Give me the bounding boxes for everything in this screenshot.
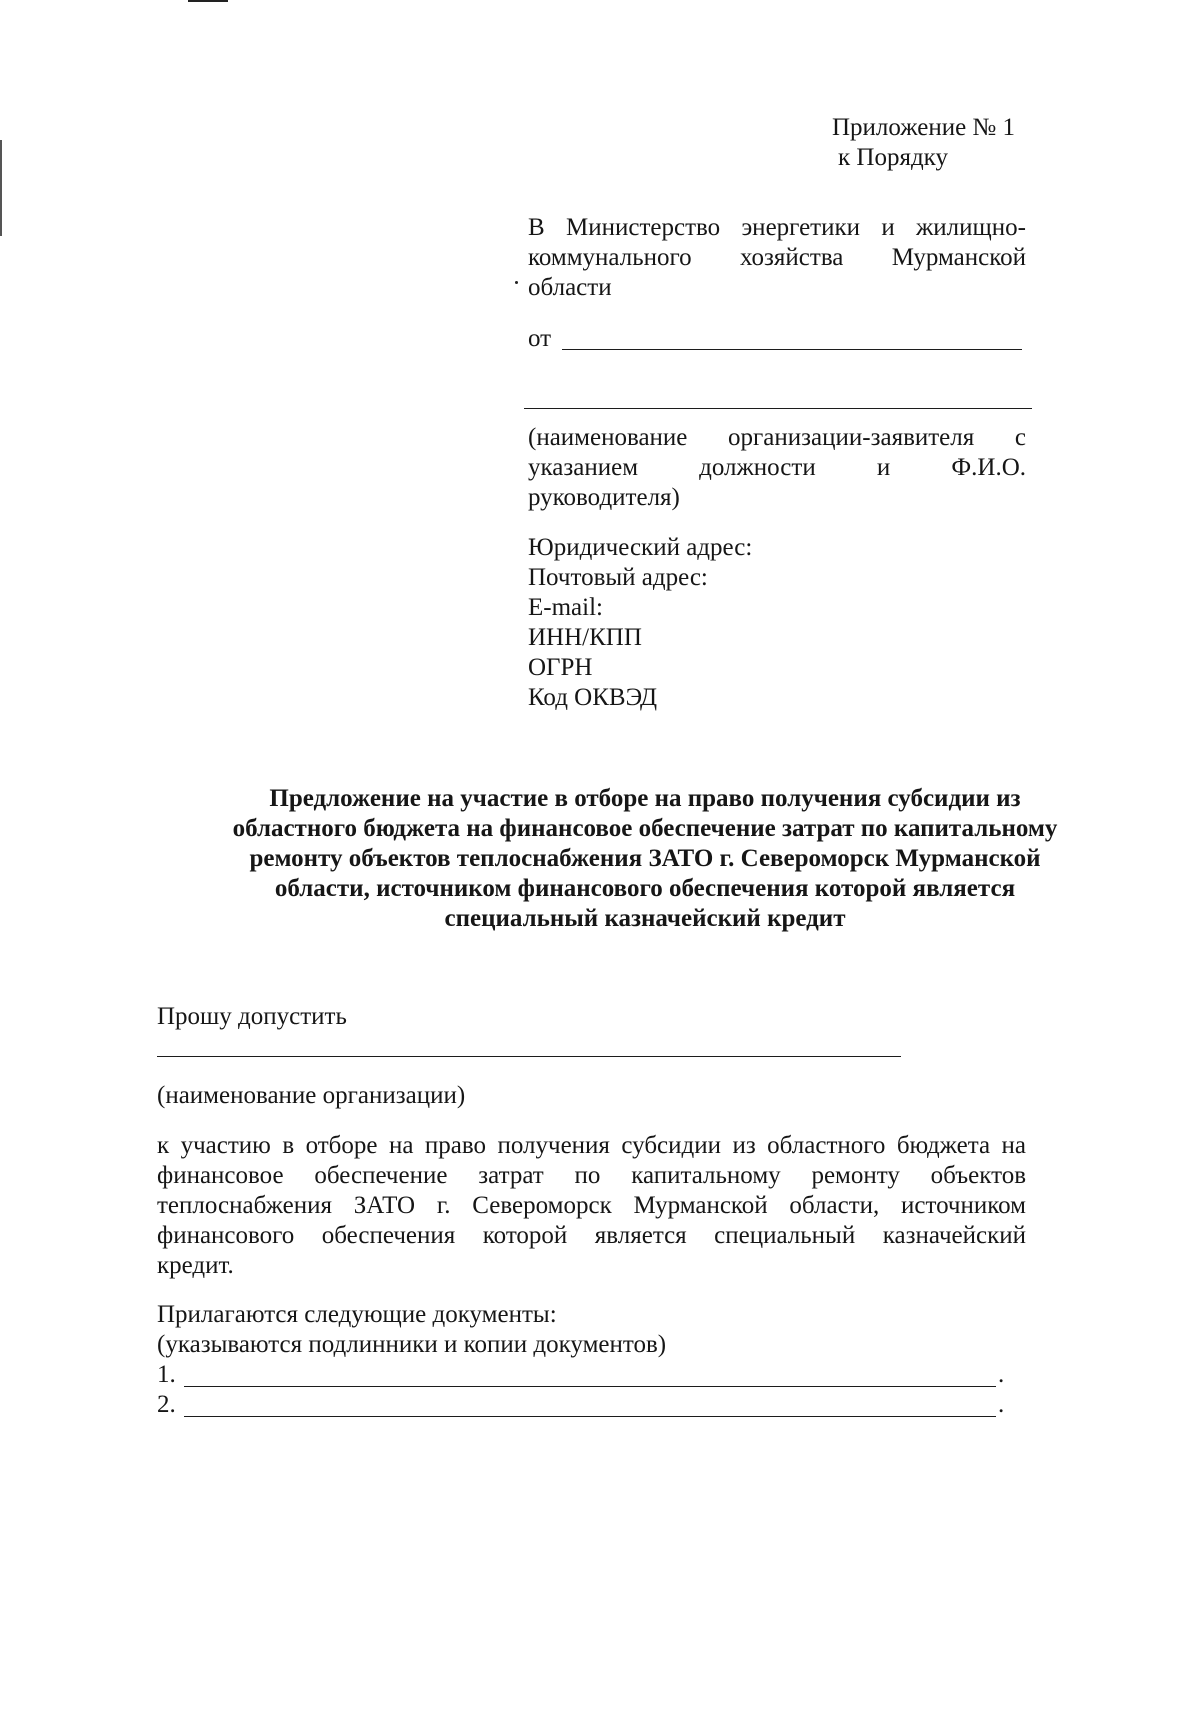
paragraph-line-5: кредит. <box>157 1252 234 1279</box>
requisite-okved: Код ОКВЭД <box>528 684 658 711</box>
addressee-line-3: области <box>528 274 612 301</box>
attachment-line-2 <box>184 1416 996 1417</box>
scan-mark-top <box>188 0 228 2</box>
paragraph-line-2: финансовое обеспечение затрат по капитальному ремонту объектов <box>157 1162 1026 1189</box>
appendix-reference: к Порядку <box>838 144 948 171</box>
from-label: от <box>528 325 552 352</box>
request-text: Прошу допустить <box>157 1003 347 1030</box>
attachment-number-1: 1. <box>157 1361 176 1388</box>
attachment-line-1 <box>184 1386 996 1387</box>
document-title-line-3: ремонту объектов теплоснабжения ЗАТО г. Североморск Мурманской <box>249 845 1041 872</box>
document-title-line-2: областного бюджета на финансовое обеспечение затрат по капитальному <box>232 815 1058 842</box>
requisite-legal-address: Юридический адрес: <box>528 534 753 561</box>
document-title-line-1: Предложение на участие в отборе на право получения субсидии из <box>269 785 1021 812</box>
attachment-end-2: . <box>998 1391 1005 1418</box>
attached-note: (указываются подлинники и копии документов) <box>157 1331 667 1358</box>
attached-heading: Прилагаются следующие документы: <box>157 1301 557 1328</box>
requisite-inn-kpp: ИНН/КПП <box>528 624 642 651</box>
addressee-line-1: В Министерство энергетики и жилищно- <box>528 214 1026 241</box>
scan-dot <box>515 281 518 284</box>
applicant-caption-line-3: руководителя) <box>528 484 680 511</box>
organization-name-line <box>157 1056 901 1057</box>
requisite-ogrn: ОГРН <box>528 654 593 681</box>
paragraph-line-3: теплоснабжения ЗАТО г. Североморск Мурманской области, источником <box>157 1192 1026 1219</box>
paragraph-line-1: к участию в отборе на право получения субсидии из областного бюджета на <box>157 1132 1026 1159</box>
attachment-end-1: . <box>998 1361 1005 1388</box>
addressee-line-2: коммунального хозяйства Мурманской <box>528 244 1026 271</box>
requisite-email: E-mail: <box>528 594 603 621</box>
document-title-line-5: специальный казначейский кредит <box>444 905 846 932</box>
applicant-caption-line-1: (наименование организации-заявителя с <box>528 424 1026 451</box>
from-input-line <box>562 349 1022 350</box>
paragraph-line-4: финансового обеспечения которой является специальный казначейский <box>157 1222 1026 1249</box>
appendix-number: Приложение № 1 <box>832 114 1016 141</box>
attachment-number-2: 2. <box>157 1391 176 1418</box>
from-input-line-2 <box>524 408 1032 409</box>
organization-caption: (наименование организации) <box>157 1082 466 1109</box>
applicant-caption-line-2: указанием должности и Ф.И.О. <box>528 454 1026 481</box>
document-title-line-4: области, источником финансового обеспечения которой является <box>274 875 1016 902</box>
requisite-postal-address: Почтовый адрес: <box>528 564 708 591</box>
scan-mark-left-edge <box>0 140 2 236</box>
